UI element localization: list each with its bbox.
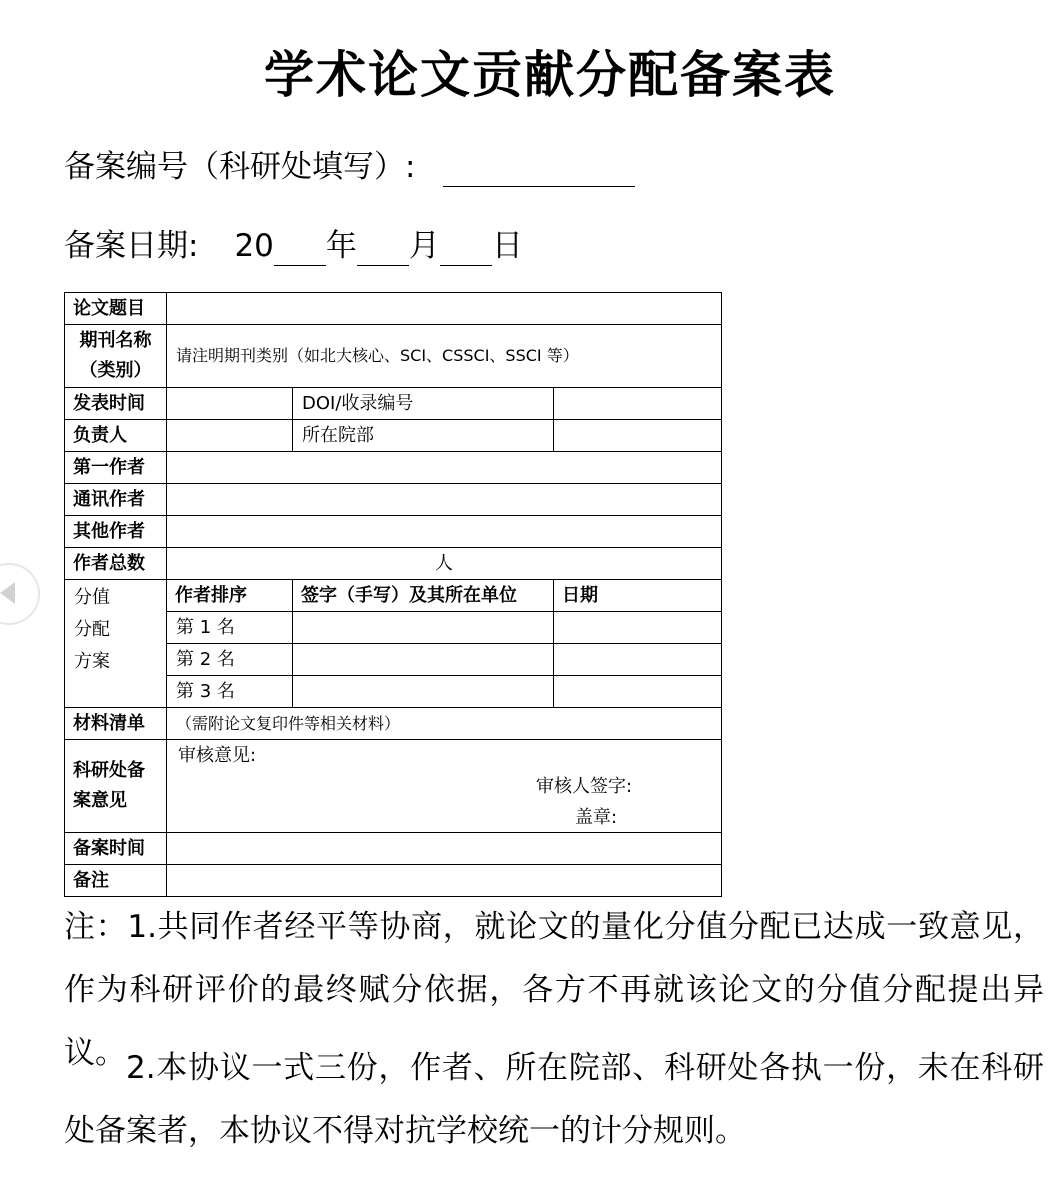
filing-time-label: 备案时间 [65, 833, 167, 865]
journal-name-label-line2: （类别） [79, 360, 152, 381]
publish-time-cell [167, 388, 293, 420]
table-row [65, 833, 722, 865]
first-author-label: 第一作者 [65, 452, 167, 484]
materials-label: 材料清单 [65, 708, 167, 740]
rank-2-signature-cell [293, 644, 554, 676]
department-cell [554, 420, 722, 452]
review-opinion-cell [167, 740, 722, 833]
author-rank-header: 作者排序 [167, 580, 293, 612]
review-label-line2: 案意见 [73, 790, 127, 811]
review-opinion-label [65, 740, 167, 833]
reviewer-signature-label: 审核人签字: [536, 776, 633, 797]
journal-category-hint: 请注明期刊类别（如北大核心、SCI、CSSCI、SSCI 等） [167, 325, 722, 388]
record-number-blank [443, 156, 635, 187]
note-paragraph-2: 2.本协议一式三份，作者、所在院部、科研处各执一份，未在科研处备案者，本协议不得对抗学校统一的计分规则。 [64, 1050, 1044, 1149]
other-authors-label: 其他作者 [65, 516, 167, 548]
filing-form-table [64, 292, 722, 897]
table-row [65, 325, 722, 388]
table-row [65, 580, 722, 612]
review-opinion-text: 审核意见: [178, 745, 257, 766]
seal-label: 盖章: [575, 807, 618, 828]
rank-1-label: 第 1 名 [167, 612, 293, 644]
review-label-line1: 科研处备 [73, 760, 145, 781]
author-total-unit: 人 [167, 548, 722, 580]
table-row [65, 740, 722, 833]
table-row [65, 516, 722, 548]
doi-label: DOI/收录编号 [293, 388, 554, 420]
table-row [65, 865, 722, 897]
date-header: 日期 [554, 580, 722, 612]
journal-name-label-line1: 期刊名称 [79, 330, 152, 351]
chevron-left-icon[interactable] [0, 563, 40, 625]
other-authors-cell [167, 516, 722, 548]
doi-cell [554, 388, 722, 420]
year-blank [274, 235, 326, 266]
rank-3-date-cell [554, 676, 722, 708]
table-row [65, 548, 722, 580]
leader-label: 负责人 [65, 420, 167, 452]
rank-3-label: 第 3 名 [167, 676, 293, 708]
page-title: 学术论文贡献分配备案表 [264, 46, 836, 104]
filing-time-cell [167, 833, 722, 865]
rank-1-date-cell [554, 612, 722, 644]
leader-cell [167, 420, 293, 452]
score-label-line1: 分值 [74, 587, 110, 608]
publish-time-label: 发表时间 [65, 388, 167, 420]
materials-hint: （需附论文复印件等相关材料） [167, 708, 722, 740]
rank-2-label: 第 2 名 [167, 644, 293, 676]
remarks-cell [167, 865, 722, 897]
record-date-prefix: 20 [234, 228, 274, 264]
score-allocation-label [65, 580, 167, 708]
table-row [65, 420, 722, 452]
department-label: 所在院部 [293, 420, 554, 452]
month-label: 月 [408, 228, 440, 264]
table-row [65, 388, 722, 420]
corresponding-author-cell [167, 484, 722, 516]
day-blank [440, 235, 492, 266]
journal-name-label [65, 325, 167, 388]
month-blank [357, 235, 409, 266]
table-row [65, 484, 722, 516]
note-paragraph-1: 注：1.共同作者经平等协商，就论文的量化分值分配已达成一致意见，作为科研评价的最终赋分依据，各方不再就该论文的分值分配提出异议。 [64, 909, 1044, 1071]
first-author-cell [167, 452, 722, 484]
year-label: 年 [325, 228, 357, 264]
corresponding-author-label: 通讯作者 [65, 484, 167, 516]
paper-title-cell [167, 293, 722, 325]
rank-1-signature-cell [293, 612, 554, 644]
paper-title-label: 论文题目 [65, 293, 167, 325]
signature-header: 签字（手写）及其所在单位 [293, 580, 554, 612]
day-label: 日 [491, 228, 523, 264]
rank-2-date-cell [554, 644, 722, 676]
record-date-line [64, 226, 523, 266]
score-label-line2: 分配 [74, 619, 110, 640]
record-number-line [64, 147, 635, 187]
remarks-label: 备注 [65, 865, 167, 897]
table-row [65, 708, 722, 740]
score-label-line3: 方案 [74, 651, 110, 672]
table-row [65, 293, 722, 325]
record-number-label: 备案编号（科研处填写）: [64, 149, 416, 185]
record-date-label: 备案日期: [64, 228, 199, 264]
author-total-label: 作者总数 [65, 548, 167, 580]
rank-3-signature-cell [293, 676, 554, 708]
table-row [65, 452, 722, 484]
